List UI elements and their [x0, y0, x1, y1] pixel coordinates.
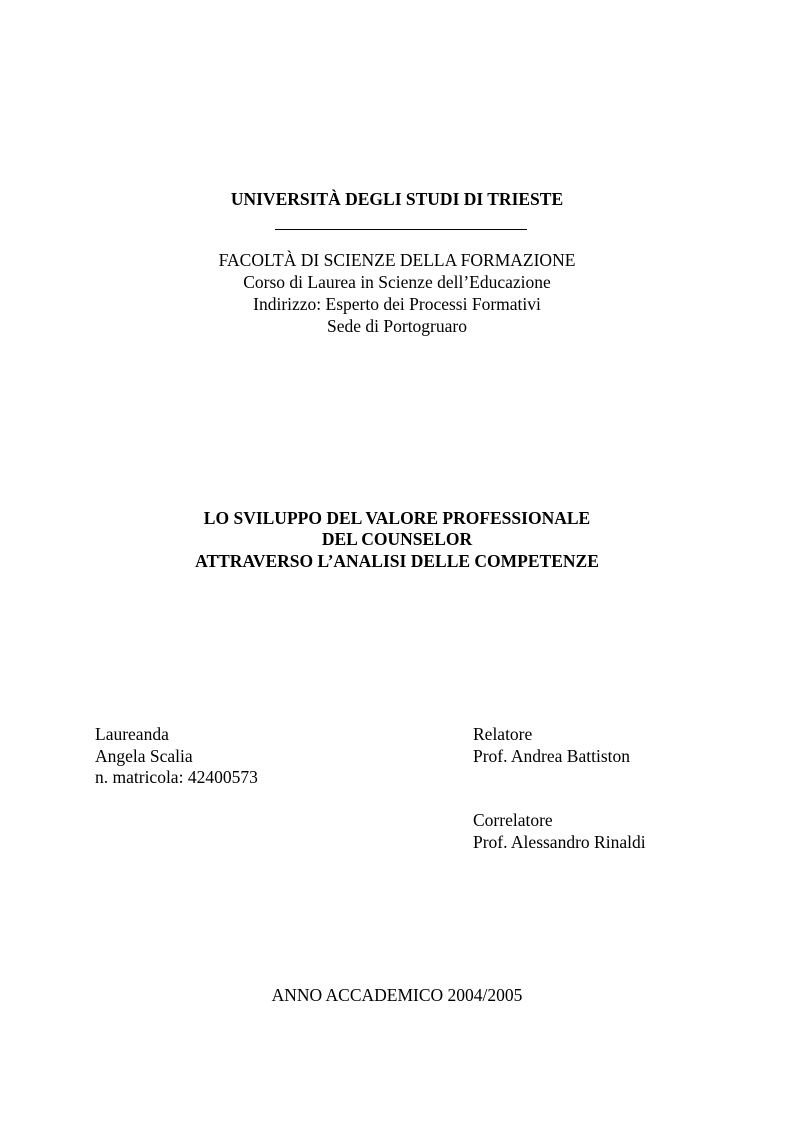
thesis-title-line-3: ATTRAVERSO L’ANALISI DELLE COMPETENZE: [195, 551, 599, 571]
candidate-block: [95, 724, 258, 789]
supervisor-name: Prof. Andrea Battiston: [473, 745, 630, 766]
co-supervisor-block: [473, 810, 646, 853]
campus-seat: Sede di Portogruaro: [327, 316, 467, 336]
degree-course: Corso di Laurea in Scienze dell’Educazione: [243, 272, 551, 292]
faculty-name: FACOLTÀ DI SCIENZE DELLA FORMAZIONE: [218, 250, 576, 270]
thesis-title-line-2: DEL COUNSELOR: [321, 529, 473, 549]
degree-address: Indirizzo: Esperto dei Processi Formativi: [253, 294, 541, 314]
supervisor-block: [473, 724, 630, 767]
supervisor-role: Relatore: [473, 724, 533, 744]
candidate-name: Angela Scalia: [95, 745, 193, 766]
university-name: UNIVERSITÀ DEGLI STUDI DI TRIESTE: [230, 189, 564, 209]
academic-year: ANNO ACCADEMICO 2004/2005: [271, 985, 523, 1005]
thesis-title-line-1: LO SVILUPPO DEL VALORE PROFESSIONALE: [203, 508, 591, 528]
candidate-matricola: n. matricola: 42400573: [95, 767, 258, 787]
candidate-role: Laureanda: [95, 724, 169, 744]
header-separator-line: [275, 229, 527, 230]
co-supervisor-name: Prof. Alessandro Rinaldi: [473, 831, 646, 852]
co-supervisor-role: Correlatore: [473, 810, 553, 830]
